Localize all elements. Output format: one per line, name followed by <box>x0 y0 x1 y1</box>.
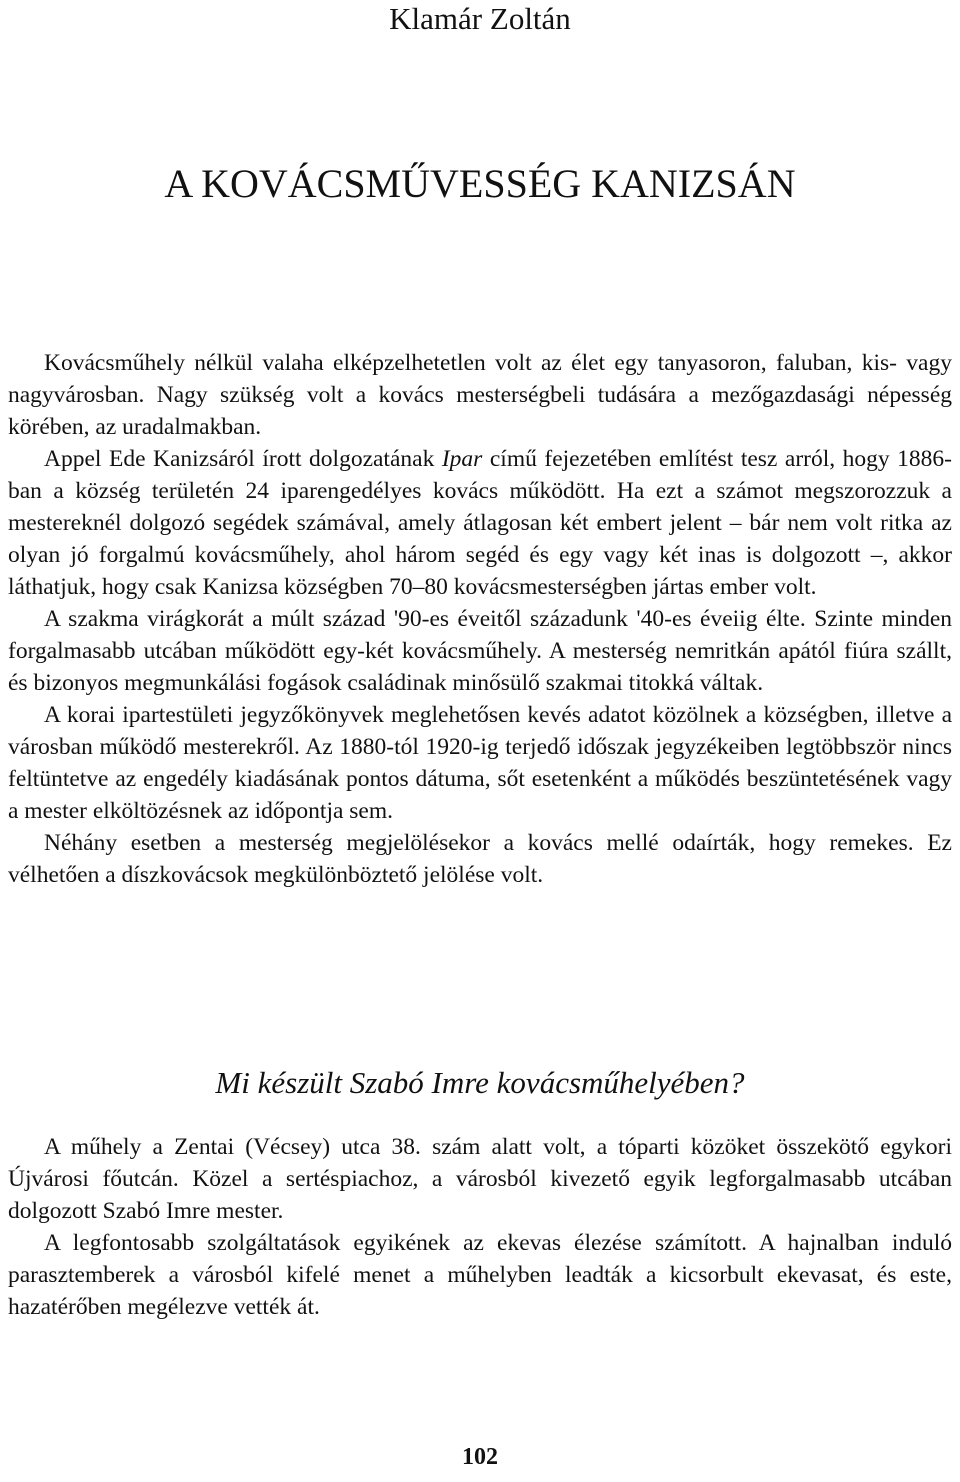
paragraph-2-italic-term: Ipar <box>441 446 483 472</box>
paragraph-2-start: Appel Ede Kanizsáról írott dolgozatának <box>44 446 442 472</box>
section-heading: Mi készült Szabó Imre kovácsműhelyében? <box>215 1065 745 1100</box>
paragraph-2-end: című fejezetében említést tesz arról, hogy 1886-ban a község területén 24 iparengedélyes kovács működött. Ha ezt a számot megszorozzuk a mestereknél dolgozó segédek számával, amely átlagosan két embert jelent – bár nem volt ritka az olyan jó forgalmú kovácsműhely, ahol három segéd és egy vagy két inas is dolgozott –, akkor láthatjuk, hogy csak Kanizsa községben 70–80 kovácsmesterségben jártas ember volt. <box>8 446 953 600</box>
author-name: Klamár Zoltán <box>389 1 571 36</box>
paragraph-4: A korai ipartestületi jegyzőkönyvek meglehetősen kevés adatot közölnek a községben, illetve a városban működő mesterekről. Az 1880-tól 1920-ig terjedő időszak jegyzékeiben legtöbbször nincs feltüntetve az engedély kiadásának pontos dátuma, sőt esetenként a működés beszüntetésének vagy a mester elköltözésnek az időpontja sem. <box>8 702 952 824</box>
section-body <box>8 1131 952 1323</box>
section-paragraph-1: A műhely a Zentai (Vécsey) utca 38. szám alatt volt, a tóparti közöket összekötő egykori Újvárosi főutcán. Közel a sertéspiachoz, a városból kivezető egyik legforgalmasabb utcában dolgozott Szabó Imre mester. <box>8 1134 952 1224</box>
section-paragraph-2: A legfontosabb szolgáltatások egyikének az ekevas élezése számított. A hajnalban induló parasztemberek a városból kifelé menet a műhelyben leadták a kicsorbult ekevasat, és este, hazatérőben megélezve vették át. <box>8 1230 952 1320</box>
page-number: 102 <box>462 1444 498 1470</box>
paragraph-2 <box>8 443 952 603</box>
paragraph-1: Kovácsműhely nélkül valaha elképzelhetetlen volt az élet egy tanyasoron, faluban, kis- vagy nagyvárosban. Nagy szükség volt a kovács mesterségbeli tudására a mezőgazdasági népesség körében, az uradalmakban. <box>8 350 952 440</box>
paragraph-3: A szakma virágkorát a múlt század '90-es éveitől századunk '40-es éveiig élte. Szinte minden forgalmasabb utcában működött egy-két kovácsműhely. A mesterség nemritkán apától fiúra szállt, és bizonyos megmunkálási fogások családinak minősülő szakmai titokká váltak. <box>8 606 952 696</box>
paragraph-5: Néhány esetben a mesterség megjelölésekor a kovács mellé odaírták, hogy remekes. Ez vélhetően a díszkovácsok megkülönböztető jelölése volt. <box>8 830 952 888</box>
article-body <box>8 347 952 891</box>
article-title: A KOVÁCSMŰVESSÉG KANIZSÁN <box>164 161 796 206</box>
